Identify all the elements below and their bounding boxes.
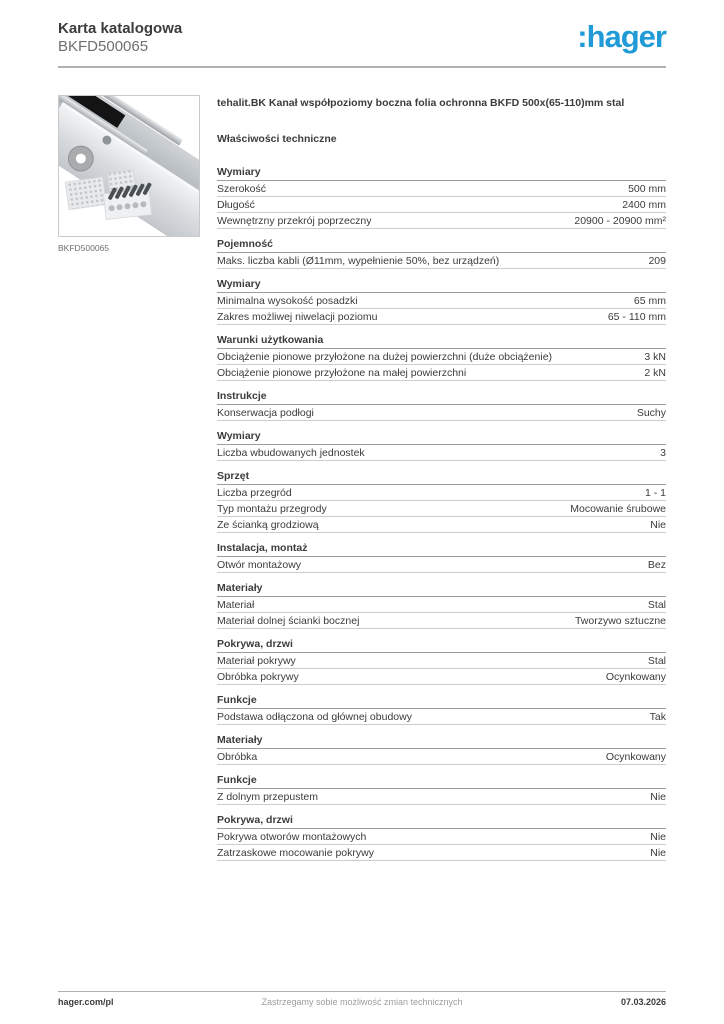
property-row [217,613,666,629]
section-title: Pokrywa, drzwi [217,814,666,829]
property-section [217,814,666,861]
property-value: 20900 - 20900 mm² [574,215,666,227]
property-value: Stal [647,655,666,667]
property-section [217,638,666,685]
properties-heading: Właściwości techniczne [217,133,337,145]
property-value: Mocowanie śrubowe [570,503,666,515]
property-value: 65 mm [633,295,666,307]
property-value: Tak [649,711,666,723]
section-title: Materiały [217,734,666,749]
property-section [217,582,666,629]
section-title: Instrukcje [217,390,666,405]
property-value: Stal [647,599,666,611]
property-label: Liczba wbudowanych jednostek [217,447,365,459]
content [217,97,666,870]
property-label: Liczba przegród [217,487,292,499]
property-value: Tworzywo sztuczne [574,615,666,627]
property-section [217,470,666,533]
property-label: Długość [217,199,255,211]
footer-website-link[interactable]: hager.com/pl [58,997,114,1007]
property-section [217,734,666,765]
property-label: Materiał pokrywy [217,655,296,667]
header [58,20,666,56]
property-value: Bez [647,559,666,571]
hager-logo: :hager [577,19,666,54]
property-row [217,749,666,765]
property-row [217,501,666,517]
property-value: 2400 mm [622,199,666,211]
product-image [58,95,200,237]
section-title: Funkcje [217,774,666,789]
property-section [217,238,666,269]
property-row [217,789,666,805]
property-section [217,334,666,381]
property-label: Szerokość [217,183,267,195]
property-label: Obciążenie pionowe przyłożone na dużej powierzchni (duże obciążenie) [217,351,553,363]
property-section [217,774,666,805]
section-title: Wymiary [217,166,666,181]
property-row [217,517,666,533]
property-value: 3 [660,447,666,459]
property-label: Materiał [217,599,255,611]
property-value: 65 - 110 mm [607,311,666,323]
property-row [217,197,666,213]
property-label: Zakres możliwej niwelacji poziomu [217,311,378,323]
property-row [217,293,666,309]
property-label: Z dolnym przepustem [217,791,318,803]
property-label: Typ montażu przegrody [217,503,327,515]
header-divider [58,66,666,68]
property-section [217,430,666,461]
property-section [217,694,666,725]
property-row [217,445,666,461]
document-type-title: Karta katalogowa [58,20,183,37]
property-row [217,253,666,269]
footer-divider [58,991,666,992]
property-value: Ocynkowany [605,751,666,763]
property-label: Pokrywa otworów montażowych [217,831,367,843]
property-row [217,365,666,381]
property-row [217,557,666,573]
property-label: Minimalna wysokość posadzki [217,295,358,307]
section-title: Instalacja, montaż [217,542,666,557]
footer-date: 07.03.2026 [620,997,666,1007]
product-code: BKFD500065 [58,38,149,55]
property-row [217,181,666,197]
property-label: Ze ścianką grodziową [217,519,319,531]
properties-table [217,166,666,861]
property-row [217,709,666,725]
property-row [217,669,666,685]
section-title: Wymiary [217,278,666,293]
property-value: Ocynkowany [605,671,666,683]
product-title: tehalit.BK Kanał współpoziomy boczna folia ochronna BKFD 500x(65-110)mm stal [217,97,625,109]
property-value: 3 kN [644,351,666,363]
property-value: Nie [650,791,666,803]
section-title: Sprzęt [217,470,666,485]
property-value: Nie [650,831,666,843]
property-label: Obróbka pokrywy [217,671,299,683]
property-section [217,542,666,573]
property-row [217,405,666,421]
product-image-caption: BKFD500065 [58,243,110,253]
property-section [217,278,666,325]
property-label: Maks. liczba kabli (Ø11mm, wypełnienie 50%, bez urządzeń) [217,255,500,267]
section-title: Wymiary [217,430,666,445]
property-value: 2 kN [644,367,666,379]
property-row [217,349,666,365]
property-row [217,309,666,325]
section-title: Materiały [217,582,666,597]
property-row [217,845,666,861]
property-label: Materiał dolnej ścianki bocznej [217,615,360,627]
property-row [217,485,666,501]
section-title: Warunki użytkowania [217,334,666,349]
property-value: 1 - 1 [644,487,666,499]
property-label: Podstawa odłączona od głównej obudowy [217,711,412,723]
section-title: Pojemność [217,238,666,253]
property-row [217,829,666,845]
property-label: Wewnętrzny przekrój poprzeczny [217,215,372,227]
property-label: Obróbka [217,751,258,763]
product-photo-illustration [59,96,199,236]
property-section [217,390,666,421]
property-label: Zatrzaskowe mocowanie pokrywy [217,847,374,859]
section-title: Pokrywa, drzwi [217,638,666,653]
property-value: 209 [648,255,666,267]
property-value: Nie [650,519,666,531]
section-title: Funkcje [217,694,666,709]
property-row [217,597,666,613]
property-section [217,166,666,229]
property-value: Suchy [636,407,666,419]
footer-disclaimer: Zastrzegamy sobie możliwość zmian technicznych [261,997,463,1007]
property-value: 500 mm [628,183,666,195]
property-label: Obciążenie pionowe przyłożone na małej powierzchni [217,367,467,379]
property-row [217,213,666,229]
property-label: Otwór montażowy [217,559,302,571]
property-value: Nie [650,847,666,859]
property-label: Konserwacja podłogi [217,407,314,419]
property-row [217,653,666,669]
